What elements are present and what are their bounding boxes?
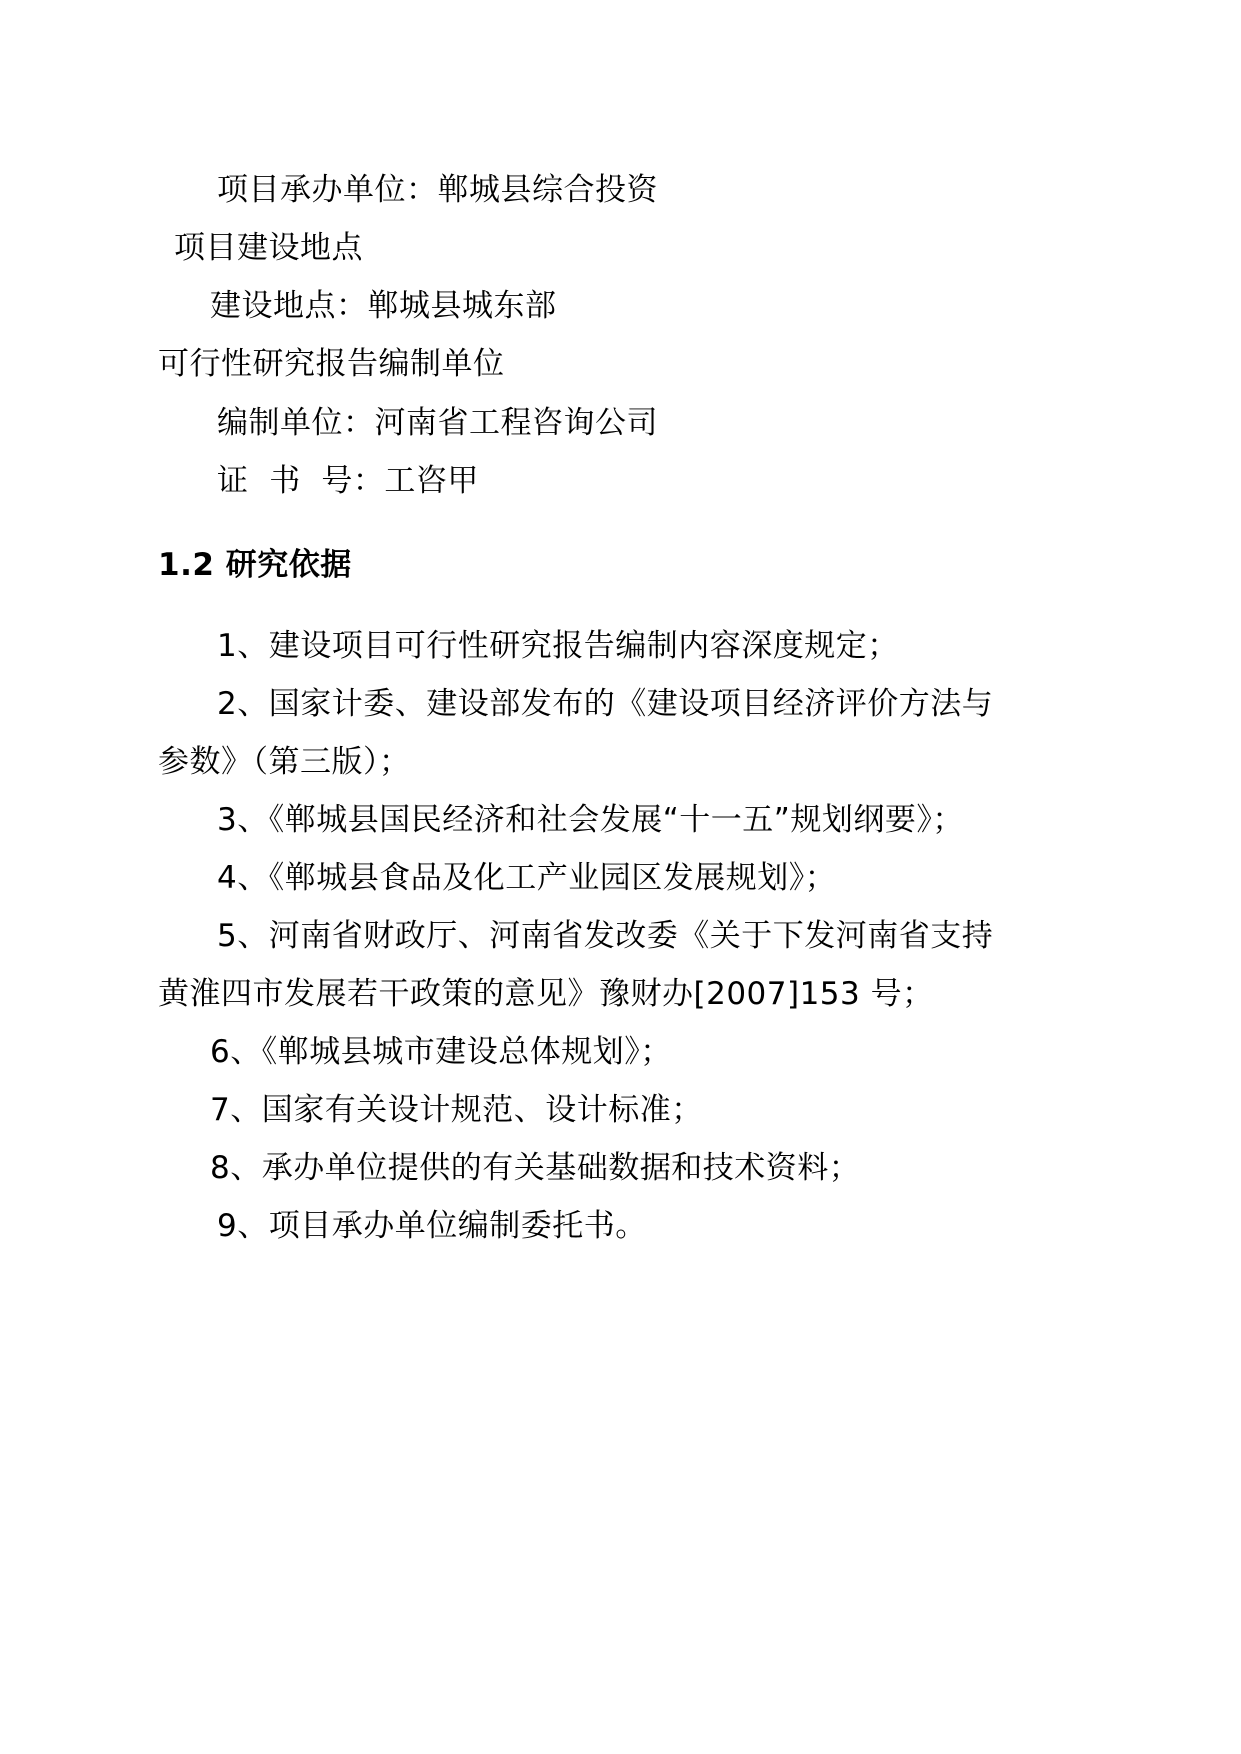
basis-item-7: 7、国家有关设计规范、设计标准； [210, 1092, 703, 1128]
basis-item-2-continued: 参数》（第三版）； [158, 744, 411, 780]
certificate-line: 证 书 号：工咨甲 [217, 463, 479, 499]
compiler-line: 编制单位：河南省工程咨询公司 [217, 405, 658, 441]
basis-item-8: 8、承办单位提供的有关基础数据和技术资料； [210, 1150, 861, 1186]
basis-item-4: 4、《郸城县食品及化工产业园区发展规划》； [217, 860, 837, 896]
sponsor-line: 项目承办单位：郸城县综合投资 [217, 172, 658, 208]
basis-item-5: 5、河南省财政厅、河南省发改委《关于下发河南省支持 [217, 918, 994, 954]
basis-item-3: 3、《郸城县国民经济和社会发展“十一五”规划纲要》； [217, 802, 964, 838]
basis-item-1: 1、建设项目可行性研究报告编制内容深度规定； [217, 628, 899, 664]
compiler-heading: 可行性研究报告编制单位 [158, 346, 505, 382]
basis-item-9: 9、项目承办单位编制委托书。 [217, 1208, 647, 1244]
site-line: 建设地点：郸城县城东部 [210, 288, 557, 324]
basis-item-5-continued: 黄淮四市发展若干政策的意见》豫财办[2007]153 号； [158, 976, 934, 1012]
basis-item-2: 2、国家计委、建设部发布的《建设项目经济评价方法与 [217, 686, 994, 722]
site-heading: 项目建设地点 [174, 230, 363, 266]
section-title: 1.2 研究依据 [158, 547, 352, 583]
basis-item-6: 6、《郸城县城市建设总体规划》； [210, 1034, 672, 1070]
